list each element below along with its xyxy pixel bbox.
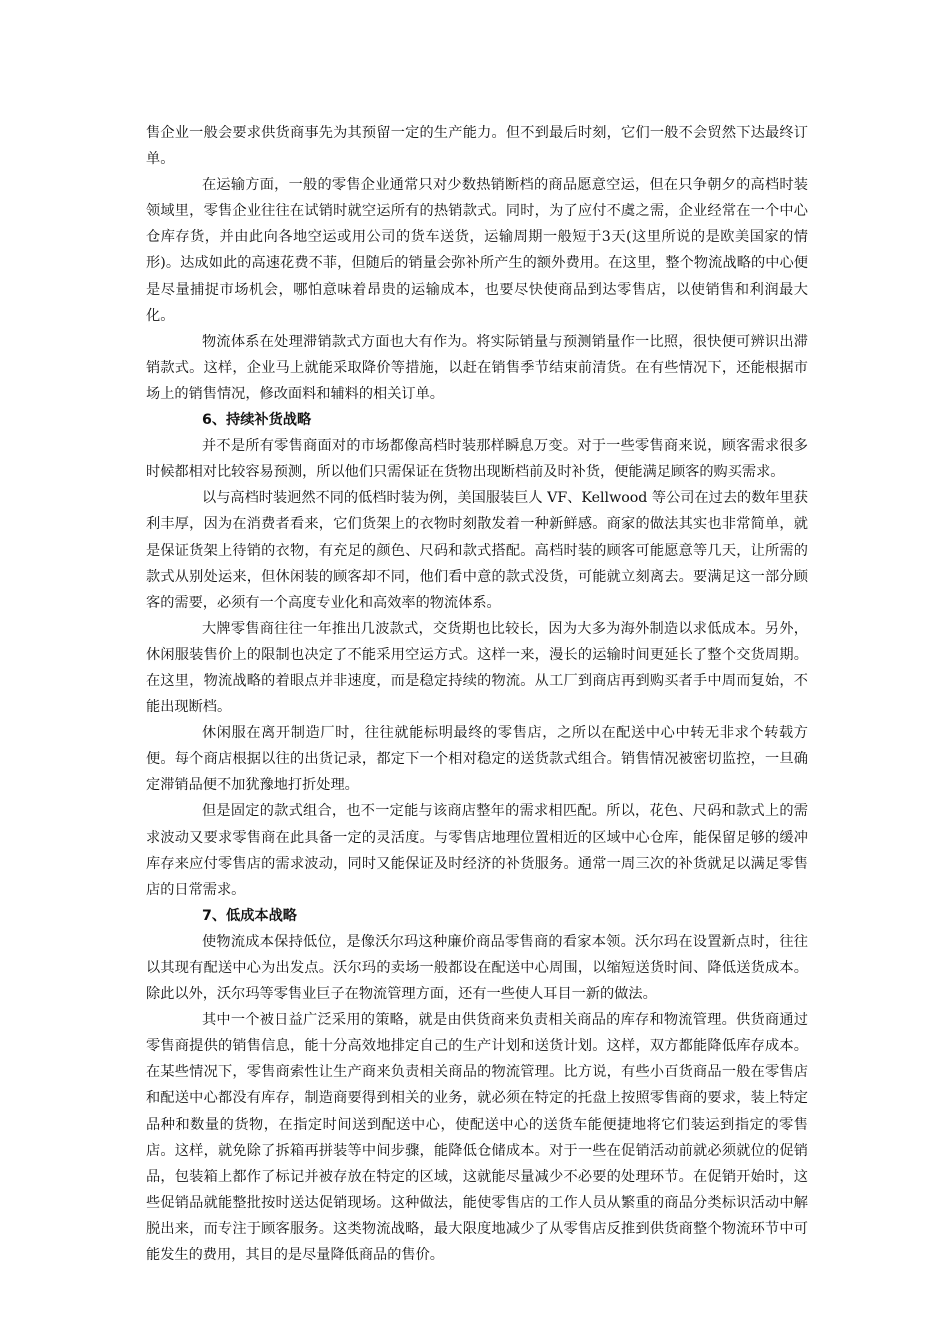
paragraph: 休闲服在离开制造厂时，往往就能标明最终的零售店，之所以在配送中心中转无非求个转载方便。每个商店根据以往的出货记录，都定下一个相对稳定的送货款式组合。销售情况被密切监控，一旦确定滞销品便不加犹豫地打折处理。	[146, 725, 808, 794]
section-heading: 6、持续补货战略	[202, 412, 312, 429]
paragraph-continuation: 售企业一般会要求供货商事先为其预留一定的生产能力。但不到最后时刻，它们一般不会贸然下达最终订单。	[146, 125, 808, 168]
paragraph: 其中一个被日益广泛采用的策略，就是由供货商来负责相关商品的库存和物流管理。供货商通过零售商提供的销售信息，能十分高效地排定自己的生产计划和送货计划。这样，双方都能降低库存成本。在某些情况下，零售商索性让生产商来负责相关商品的物流管理。比方说，有些小百货商品一般在零售店和配送中心都没有库存，制造商要得到相关的业务，就必须在特定的托盘上按照零售商的要求，装上特定品种和数量的货物，在指定时间送到配送中心，使配送中心的送货车能便捷地将它们装运到指定的零售店。这样，就免除了拆箱再拼装等中间步骤，能降低仓储成本。对于一些在促销活动前就必须就位的促销品，包装箱上都作了标记并被存放在特定的区域，这就能尽量减少不必要的处理环节。在促销开始时，这些促销品就能整批按时送达促销现场。这种做法，能使零售店的工作人员从繁重的商品分类标识活动中解脱出来，而专注于顾客服务。这类物流战略，最大限度地减少了从零售店反推到供货商整个物流环节中可能发生的费用，其目的是尽量降低商品的售价。	[146, 1012, 808, 1264]
paragraph: 使物流成本保持低位，是像沃尔玛这种廉价商品零售商的看家本领。沃尔玛在设置新点时，往往以其现有配送中心为出发点。沃尔玛的卖场一般都设在配送中心周围，以缩短送货时间、降低送货成本。除此以外，沃尔玛等零售业巨子在物流管理方面，还有一些使人耳目一新的做法。	[146, 933, 808, 1003]
paragraph: 以与高档时装迥然不同的低档时装为例，美国服装巨人 VF、Kellwood 等公司在过去的数年里获利丰厚，因为在消费者看来，它们货架上的衣物时刻散发着一种新鲜感。商家的做法其实也非常简单，就是保证货架上待销的衣物，有充足的颜色、尺码和款式搭配。高档时装的顾客可能愿意等几天，让所需的款式从别处运来，但休闲装的顾客却不同，他们看中意的款式没货，可能就立刻离去。要满足这一部分顾客的需要，必须有一个高度专业化和高效率的物流体系。	[146, 490, 808, 611]
paragraph: 并不是所有零售商面对的市场都像高档时装那样瞬息万变。对于一些零售商来说，顾客需求很多时候都相对比较容易预测，所以他们只需保证在货物出现断档前及时补货，便能满足顾客的购买需求。	[146, 438, 808, 481]
paragraph: 在运输方面，一般的零售企业通常只对少数热销断档的商品愿意空运，但在只争朝夕的高档时装领域里，零售企业往往在试销时就空运所有的热销款式。同时，为了应付不虞之需，企业经常在一个中心仓库存货，并由此向各地空运或用公司的货车送货，运输周期一般短于3天(这里所说的是欧美国家的情形)。达成如此的高速花费不菲，但随后的销量会弥补所产生的额外费用。在这里，整个物流战略的中心便是尽量捕捉市场机会，哪怕意味着昂贵的运输成本，也要尽快使商品到达零售店，以使销售和利润最大化。	[146, 177, 808, 324]
document-body	[146, 120, 808, 1268]
section-heading: 7、低成本战略	[202, 907, 297, 924]
paragraph: 物流体系在处理滞销款式方面也大有作为。将实际销量与预测销量作一比照，很快便可辨识出滞销款式。这样，企业马上就能采取降价等措施，以赶在销售季节结束前清货。在有些情况下，还能根据市场上的销售情况，修改面料和辅料的相关订单。	[146, 333, 808, 402]
paragraph: 但是固定的款式组合，也不一定能与该商店整年的需求相匹配。所以，花色、尺码和款式上的需求波动又要求零售商在此具备一定的灵活度。与零售店地理位置相近的区域中心仓库，能保留足够的缓冲库存来应付零售店的需求波动，同时又能保证及时经济的补货服务。通常一周三次的补货就足以满足零售店的日常需求。	[146, 803, 808, 898]
paragraph: 大牌零售商往往一年推出几波款式，交货期也比较长，因为大多为海外制造以求低成本。另外，休闲服装售价上的限制也决定了不能采用空运方式。这样一来，漫长的运输时间更延长了整个交货周期。在这里，物流战略的着眼点并非速度，而是稳定持续的物流。从工厂到商店再到购买者手中周而复始，不能出现断档。	[146, 620, 808, 716]
